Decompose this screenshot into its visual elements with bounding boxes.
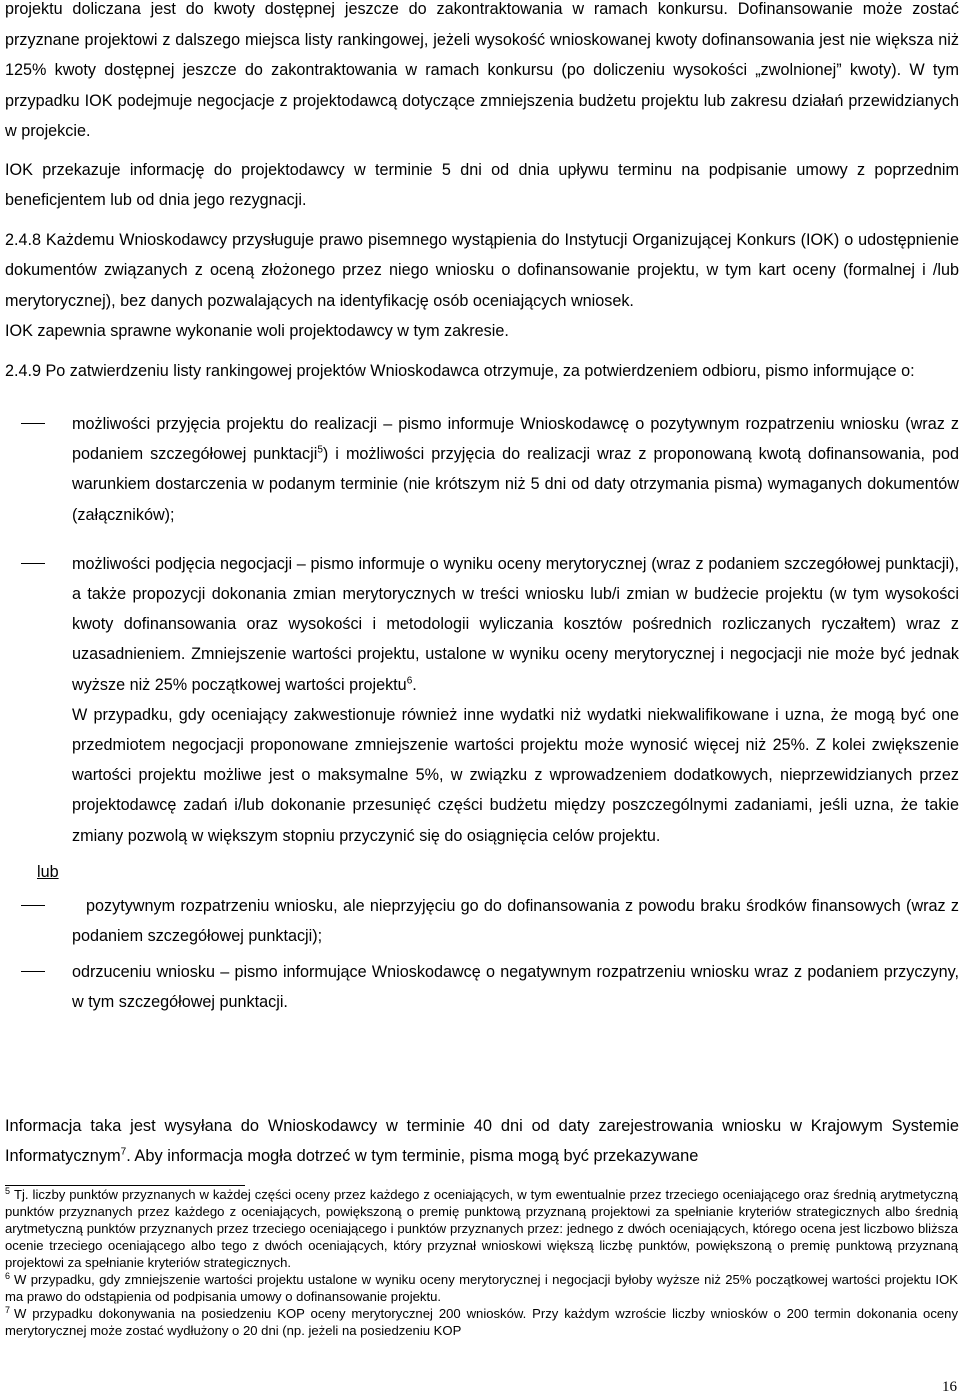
dash-bullet-icon (21, 423, 45, 424)
paragraph-iok-notice: IOK przekazuje informację do projektodawcy w terminie 5 dni od dnia upływu terminu na podpisanie umowy z poprzednim beneficjentem lub od dnia jego rezygnacji. (5, 160, 959, 209)
list-item-positive-no-funds: pozytywnym rozpatrzeniu wniosku, ale nieprzyjęciu go do dofinansowania z powodu braku środków finansowych (wraz z podaniem szczegółowej punktacji); (5, 891, 959, 951)
list-item-negotiation-note: W przypadku, gdy oceniający zakwestionuje również inne wydatki niż wydatki niekwalifikowane i uzna, że mogą być one przedmiotem negocjacji proponowane zmniejszenie wartości projektu może wynosić więcej niż 25%. Z kolei zwiększenie wartości projektu możliwe jest o maksymalne 5%, w związku z wprowadzeniem dodatkowych, nieprzewidzianych przez projektodawcę zadań i/lub dokonanie przesunięć części budżetu między poszczególnymi zadaniami, jeśli uzna, że takie zmiany pozwolą w większym stopniu przyczynić się do osiągnięcia celów projektu. (72, 705, 959, 845)
paragraph-information-deadline: Informacja taka jest wysyłana do Wnioskodawcy w terminie 40 dni od daty zarejestrowania wniosku w Krajowym Systemie Informatycznym$^7$. Aby informacja mogła dotrzeć w tym terminie, pisma mogą być przekazywane (5, 1117, 959, 1165)
footnote-5: $^5$ Tj. liczby punktów przyznanych w każdej części oceny przez każdego z oceniających, w tym ewentualnie przez trzeciego oceniającego oraz średnią arytmetyczną punktów przyznanych przez każdego z oceniających, powiększoną o premię punktową przyznaną projektowi za spełnianie kryteriów strategicznych albo średnią arytmetyczną punktów przyznanych przez trzeciego oceniającego i punktów przyznanych przez: jednego z dwóch oceniających, którego ocena jest liczbowo bliższa ocenie trzeciego oceniającego albo tego z dwóch oceniających, który przyznał wnioskowi większą liczbę punktów, powiększoną o premię punktową przyznaną projektowi za spełnianie kryteriów strategicznych. (5, 1185, 958, 1270)
footnotes (5, 1186, 958, 1339)
list-item-negotiation: możliwości podjęcia negocjacji – pismo informuje o wyniku oceny merytorycznej (wraz z podaniem szczegółowej punktacji), a także propozycji dokonania zmian merytorycznych w treści wniosku lub/i zmian w budżecie projektu (w tym wysokości kwoty dofinansowania oraz wysokości i metodologii wyliczania kosztów pośrednich rozliczanych ryczałtem) wraz z uzasadnieniem. Zmniejszenie wartości projektu, ustalone w wyniku oceny merytorycznej i negocjacji nie może być jednak wyższe niż 25% początkowej wartości projektu$^6$. W przypadku, gdy oceniający zakwestionuje również inne wydatki niż wydatki niekwalifikowane i uzna, że mogą być one przedmiotem negocjacji proponowane zmniejszenie wartości projektu może wynosić więcej niż 25%. Z kolei zwiększenie wartości projektu możliwe jest o maksymalne 5%, w związku z wprowadzeniem dodatkowych, nieprzewidzianych przez projektodawcę zadań i/lub dokonanie przesunięć części budżetu między poszczególnymi zadaniami, jeśli uzna, że takie zmiany pozwolą w większym stopniu przyczynić się do osiągnięcia celów projektu. (5, 549, 959, 851)
page-number: 16 (942, 1379, 957, 1395)
paragraph-2-4-8-tail: IOK zapewnia sprawne wykonanie woli projektodawcy w tym zakresie. (5, 322, 509, 340)
lub-label: lub (37, 862, 59, 881)
dash-bullet-icon (21, 563, 45, 564)
document-page (5, 0, 959, 1018)
footnote-6: $^6$ W przypadku, gdy zmniejszenie wartości projektu ustalone w wyniku oceny merytorycznej i negocjacji byłoby wyższe niż 25% początkowej wartości projektu IOK ma prawo do odstąpienia od podpisania umowy o dofinansowanie projektu. (5, 1270, 958, 1304)
dash-bullet-icon (21, 971, 45, 972)
list-item-rejection: odrzuceniu wniosku – pismo informujące Wnioskodawcę o negatywnym rozpatrzeniu wniosku wraz z podaniem przyczyny, w tym szczegółowej punktacji. (5, 957, 959, 1017)
paragraph-cofinancing: projektu doliczana jest do kwoty dostępnej jeszcze do zakontraktowania w ramach konkursu. Dofinansowanie może zostać przyznane projektowi z dalszego miejsca listy rankingowej, jeżeli wysokość wnioskowanej kwoty dofinansowania jest nie większa niż 125% kwoty dostępnej jeszcze do zakontraktowania w ramach konkursu (po doliczeniu wysokości „zwolnionej” kwoty). W tym przypadku IOK podejmuje negocjacje z projektodawcą dotyczące zmniejszenia budżetu projektu lub zakresu działań przewidzianych w projekcie. (5, 0, 959, 140)
paragraph-2-4-8-text: 2.4.8 Każdemu Wnioskodawcy przysługuje prawo pisemnego wystąpienia do Instytucji Organizującej Konkurs (IOK) o udostępnienie dokumentów związanych z oceną złożonego przez niego wniosku o dofinansowanie projektu, w tym kart oceny (formalnej i /lub merytorycznej), bez danych pozwalających na identyfikację osób oceniających wniosek. (5, 230, 959, 310)
footnote-ref-6: 6 (406, 675, 413, 687)
footnote-ref-7: 7 (120, 1146, 127, 1158)
dash-bullet-icon (21, 905, 45, 906)
paragraph-2-4-8 (5, 225, 959, 347)
list-item-acceptance: możliwości przyjęcia projektu do realizacji – pismo informuje Wnioskodawcę o pozytywnym rozpatrzeniu wniosku (wraz z podaniem szczegółowej punktacji$^5$) i możliwości przyjęcia do realizacji wraz z proponowaną kwotą dofinansowania, pod warunkiem dostarczenia w podanym terminie (nie krótszym niż 5 dni od daty otrzymania pisma) wymaganych dokumentów (załączników); (5, 409, 959, 530)
paragraph-2-4-9: 2.4.9 Po zatwierdzeniu listy rankingowej projektów Wnioskodawca otrzymuje, za potwierdzeniem odbioru, pismo informujące o: (5, 361, 915, 380)
footnote-7: $^7$ W przypadku dokonywania na posiedzeniu KOP oceny merytorycznej 200 wniosków. Przy każdym wzroście liczby wniosków o 200 termin dokonania oceny merytorycznej może zostać wydłużony o 20 dni (np. jeżeli na posiedzeniu KOP (5, 1304, 958, 1338)
footnote-ref-5: 5 (317, 444, 323, 456)
